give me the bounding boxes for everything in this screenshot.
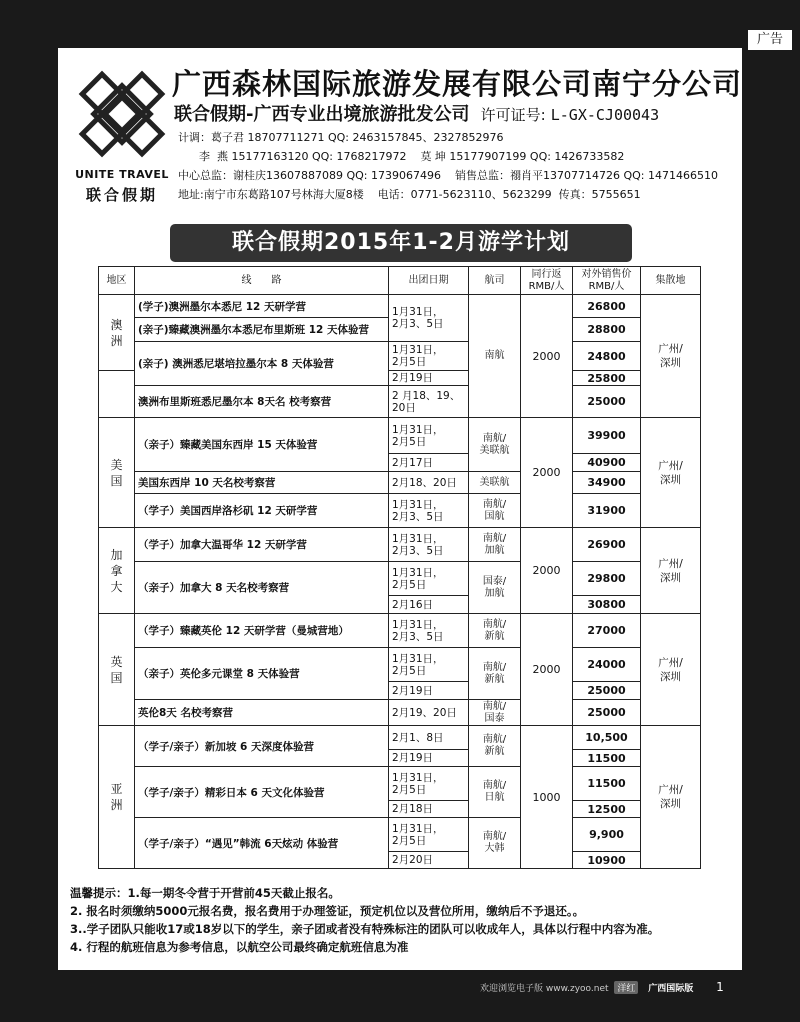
peer-rebate-cell: 2000	[521, 528, 573, 614]
col-header-gather-point: 集散地	[641, 267, 701, 295]
airline-cell: 国泰/ 加航	[469, 562, 521, 614]
price-cell: 29800	[573, 562, 641, 596]
table-row	[99, 528, 701, 562]
airline-cell: 南航	[469, 295, 521, 418]
tip-line: 2. 报名时须缴纳5000元报名费，报名费用于办理签证，预定机位以及营位所用，缴纳后不予退还。。	[70, 904, 585, 918]
peer-rebate-cell: 1000	[521, 726, 573, 869]
table-row	[99, 726, 701, 750]
date-cell: 2月17日	[389, 454, 469, 472]
contact-line: 计调：葛子君 18707711271 QQ: 2463157845、2327852976	[178, 131, 504, 144]
price-cell: 11500	[573, 750, 641, 767]
tip-line: 3..学子团队只能收17或18岁以下的学生，亲子团或者没有特殊标注的团队可以收成年人，具体以行程中内容为准。	[70, 922, 660, 936]
col-header-date: 出团日期	[389, 267, 469, 295]
airline-cell: 南航/ 加航	[469, 528, 521, 562]
price-cell: 24000	[573, 648, 641, 682]
airline-cell: 南航/ 日航	[469, 767, 521, 818]
region-cell: 加 拿 大	[99, 528, 135, 614]
price-cell: 27000	[573, 614, 641, 648]
route-cell: （学子/亲子）精彩日本 6 天文化体验营	[135, 767, 389, 818]
date-cell: 2月19日	[389, 371, 469, 386]
table-row	[99, 418, 701, 454]
date-cell: 2月19日	[389, 750, 469, 767]
price-cell: 30800	[573, 596, 641, 614]
price-cell: 11500	[573, 767, 641, 801]
unite-travel-logo	[70, 62, 174, 212]
date-cell: 2 月18、19、 20日	[389, 386, 469, 418]
region-cell: 澳 洲	[99, 295, 135, 371]
contact-line: 地址:南宁市东葛路107号林海大厦8楼 电话：0771-5623110、5623299 传真：5755651	[178, 188, 641, 201]
col-header-peer-rebate: 同行返 RMB/人	[521, 267, 573, 295]
price-cell: 10,500	[573, 726, 641, 750]
price-cell: 25000	[573, 386, 641, 418]
peer-rebate-cell: 2000	[521, 614, 573, 726]
date-cell: 2月19、20日	[389, 700, 469, 726]
contact-line: 中心总监：谢桂庆13607887089 QQ: 1739067496 销售总监：禤肖平13707714726 QQ: 1471466510	[178, 169, 718, 182]
table-row	[99, 562, 701, 596]
region-cell: 亚 洲	[99, 726, 135, 869]
contact-info	[178, 128, 718, 204]
contact-line: 李 燕 15177163120 QQ: 1768217972 莫 坤 15177907199 QQ: 1426733582	[178, 150, 625, 163]
col-header-retail-price: 对外销售价 RMB/人	[573, 267, 641, 295]
gather-point-cell: 广州/ 深圳	[641, 418, 701, 528]
airline-cell: 美联航	[469, 472, 521, 494]
logo-text-cn: 联合假期	[85, 186, 158, 204]
region-cell: 美 国	[99, 418, 135, 528]
region-cell-continued	[99, 371, 135, 418]
peer-rebate-cell: 2000	[521, 295, 573, 418]
subtitle-row	[174, 100, 659, 126]
table-row	[99, 342, 701, 371]
region-cell: 英 国	[99, 614, 135, 726]
price-cell: 25800	[573, 371, 641, 386]
plan-title: 联合假期2015年1-2月游学计划	[170, 224, 632, 262]
footer-brand-logo: 洋红	[614, 981, 638, 994]
tip-line: 温馨提示：1.每一期冬令营于开营前45天截止报名。	[70, 886, 340, 900]
col-header-route: 线 路	[135, 267, 389, 295]
route-cell: （亲子）加拿大 8 天名校考察营	[135, 562, 389, 614]
table-row	[99, 614, 701, 648]
route-cell: 澳洲布里斯班悉尼墨尔本 8天名 校考察营	[135, 386, 389, 418]
airline-cell: 南航/ 新航	[469, 648, 521, 700]
route-cell: （学子）美国西岸洛杉矶 12 天研学营	[135, 494, 389, 528]
date-cell: 2月19日	[389, 682, 469, 700]
date-cell: 1月31日， 2月3、5日	[389, 528, 469, 562]
table-row	[99, 700, 701, 726]
route-cell: (亲子)臻藏澳洲墨尔本悉尼布里斯班 12 天体验营	[135, 318, 389, 342]
table-row	[99, 648, 701, 682]
logo-text-en: UNITE TRAVEL	[75, 168, 169, 181]
table-row	[99, 295, 701, 318]
table-row	[99, 494, 701, 528]
table-header-row	[99, 267, 701, 295]
price-cell: 34900	[573, 472, 641, 494]
subtitle: 联合假期-广西专业出境旅游批发公司	[174, 104, 470, 125]
page-number: 1	[716, 980, 724, 994]
table-row	[99, 386, 701, 418]
footer-site-text: 欢迎浏览电子版 www.zyoo.net	[480, 984, 609, 994]
price-cell: 26900	[573, 528, 641, 562]
route-cell: 美国东西岸 10 天名校考察营	[135, 472, 389, 494]
date-cell: 2月20日	[389, 852, 469, 869]
price-cell: 12500	[573, 801, 641, 818]
tips-section	[70, 884, 659, 956]
route-cell: (亲子) 澳洲悉尼堪培拉墨尔本 8 天体验营	[135, 342, 389, 386]
price-cell: 24800	[573, 342, 641, 371]
airline-cell: 南航/ 新航	[469, 614, 521, 648]
route-cell: （学子）加拿大温哥华 12 天研学营	[135, 528, 389, 562]
date-cell: 1月31日， 2月3、5日	[389, 494, 469, 528]
price-cell: 31900	[573, 494, 641, 528]
price-cell: 40900	[573, 454, 641, 472]
price-cell: 28800	[573, 318, 641, 342]
date-cell: 1月31日， 2月5日	[389, 418, 469, 454]
route-cell: （亲子）英伦多元课堂 8 天体验营	[135, 648, 389, 700]
price-cell: 10900	[573, 852, 641, 869]
gather-point-cell: 广州/ 深圳	[641, 726, 701, 869]
date-cell: 1月31日， 2月5日	[389, 648, 469, 682]
col-header-region: 地区	[99, 267, 135, 295]
tip-line: 4. 行程的航班信息为参考信息，以航空公司最终确定航班信息为准	[70, 940, 409, 954]
date-cell: 2月18日	[389, 801, 469, 818]
date-cell: 1月31日， 2月5日	[389, 818, 469, 852]
price-cell: 26800	[573, 295, 641, 318]
date-cell: 1月31日， 2月5日	[389, 342, 469, 371]
date-cell: 1月31日， 2月3、5日	[389, 295, 469, 342]
date-cell: 1月31日， 2月5日	[389, 562, 469, 596]
page-footer	[480, 980, 724, 994]
airline-cell: 南航/ 大韩	[469, 818, 521, 869]
gather-point-cell: 广州/ 深圳	[641, 614, 701, 726]
date-cell: 2月16日	[389, 596, 469, 614]
price-cell: 25000	[573, 700, 641, 726]
airline-cell: 南航/ 国泰	[469, 700, 521, 726]
ad-tag: 广告	[748, 30, 792, 50]
price-cell: 39900	[573, 418, 641, 454]
table-row	[99, 472, 701, 494]
endless-knot-icon	[70, 62, 174, 166]
date-cell: 2月18、20日	[389, 472, 469, 494]
airline-cell: 南航/ 美联航	[469, 418, 521, 472]
license-number: L-GX-CJ00043	[550, 106, 660, 124]
price-cell: 9,900	[573, 818, 641, 852]
peer-rebate-cell: 2000	[521, 418, 573, 528]
airline-cell: 南航/ 国航	[469, 494, 521, 528]
company-name: 广西森林国际旅游发展有限公司南宁分公司	[172, 67, 743, 101]
route-cell: （学子）臻藏英伦 12 天研学营（曼城营地）	[135, 614, 389, 648]
table-row	[99, 818, 701, 852]
footer-edition: 广西国际版	[648, 984, 694, 994]
price-cell: 25000	[573, 682, 641, 700]
gather-point-cell: 广州/ 深圳	[641, 528, 701, 614]
route-cell: (学子)澳洲墨尔本悉尼 12 天研学营	[135, 295, 389, 318]
route-cell: （学子/亲子）新加坡 6 天深度体验营	[135, 726, 389, 767]
route-cell: （亲子）臻藏美国东西岸 15 天体验营	[135, 418, 389, 472]
license-label: 许可证号:	[480, 106, 546, 124]
date-cell: 2月1、8日	[389, 726, 469, 750]
table-row	[99, 767, 701, 801]
ad-sheet	[58, 48, 742, 970]
route-cell: 英伦8天 名校考察营	[135, 700, 389, 726]
airline-cell: 南航/ 新航	[469, 726, 521, 767]
route-cell: （学子/亲子）“遇见”韩流 6天炫动 体验营	[135, 818, 389, 869]
gather-point-cell: 广州/ 深圳	[641, 295, 701, 418]
date-cell: 1月31日， 2月3、5日	[389, 614, 469, 648]
study-tour-table	[98, 266, 701, 869]
date-cell: 1月31日， 2月5日	[389, 767, 469, 801]
col-header-airline: 航司	[469, 267, 521, 295]
